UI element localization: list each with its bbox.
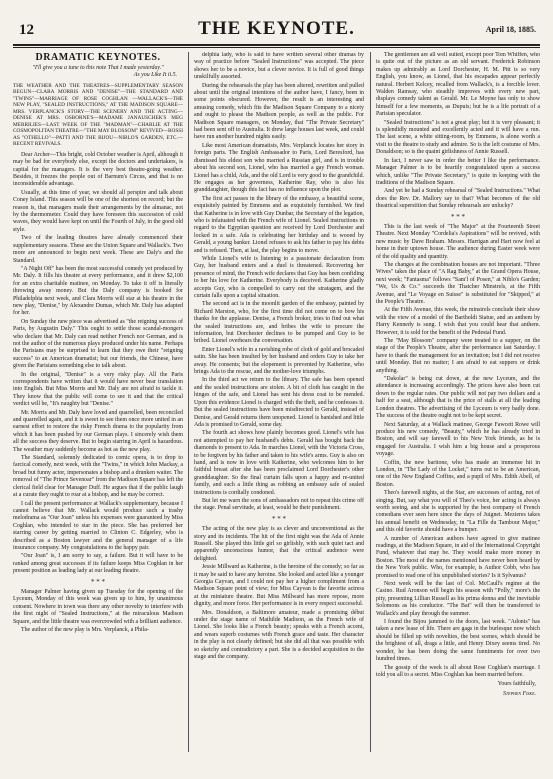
masthead: [13, 20, 540, 44]
paragraph: The second act is in the moonlit garden of the embassy, painted by Richard Marston, who, for the first time did not come on to bow his thanks for the applause. Denise, a French broker, tries to find out what the sealed instructions are, and bribes the wife to procure the information, but Dorchester declines to be pumped and Guy to be bribed. Lionel overhears the conversation.: [194, 301, 364, 345]
column-3: [376, 52, 540, 752]
column-divider: [188, 52, 189, 752]
paragraph: Theo's farewell nights, at the Star, are successes of acting, not of singing. But, say what you will of Theo's voice, her acting is always worth seeing, and she is supported by the best company of French comedians ever seen here since the days of Juignet. Mezieres takes his annual benefit on Wednesday, in "La Fille du Tambour Major," and this old favorite should have a bumper.: [376, 490, 540, 534]
column-divider: [370, 52, 371, 752]
masthead-rule-thin: [13, 47, 540, 48]
paragraph: I call the present performance at Wallack's supplementary, because I cannot believe that Mr. Wallack would produce such a trashy melodrama as "Our Joan" unless his expenses were guaranteed by Miss Coghlan, who intended to star in the piece. She has preferred her starring career by getting married to Clinton C. Edgerley, who is described as a Boston lawyer and the general manager of a life insurance company. My congratulations to the happy pair.: [13, 500, 183, 551]
paragraph: In the third act we return to the library. The safe has been opened and the sealed instructions are stolen. A bit of cloth has caught in the hinges of the safe, and Lionel has sent his dress coat to be mended. Upon this evidence Lionel is charged with the theft, and he confesses it. But the sealed instructions have been misdirected to Gerald, instead of Denise, and Gerald returns them unopened. Lionel is banished and little Ada is promised to Gerald, some day.: [194, 377, 364, 428]
paragraph: "Dakolar" is being cut down, at the new Lyceum, and the attendance is increasing accordingly. The prices have also been cut down to the regular rates. Our public will not pay two dollars and a half for a seat, although that is the price of stalls at all the leading London theatres. The advertising of the Lyceum is very badly done. The success of the theatre ought not to be kept secret.: [376, 376, 540, 420]
section-separator: * * *: [91, 577, 105, 586]
paragraph: Next Saturday, at a Wallack matinee, George Fawcett Rowe will produce his new comedy, "Beauty," which he has already tried in Boston, and will say farewell to his New York friends, as he is engaged for Australia. I wish him a big house and a prosperous voyage.: [376, 421, 540, 458]
paragraph: The acting of the new play is as clever and unconventional as the story and its incidents. The hit of the first night was the Ada of Annie Russell. She played this little girl so girlishly, with such quiet tact and apparently unconscious humor, that the critical audience were delighted.: [194, 526, 364, 562]
paragraph: The changes at the combination houses are not important. "Three Wives" takes the place of "A Rag Baby," at the Grand Opera House, next week; "Fantasma" follows "Sam'l of Posen," at Niblo's Garden; "We, Us & Co." succeeds the Thatcher Minstrels, at the Fifth Avenue, and "Le Voyage en Suisse" is substituted for "Skipped," at the People's Theatre.: [376, 261, 540, 305]
paragraph: While Lionel's wife is listening to a passionate declaration from Guy, her husband enters and a duel is threatened. Recovering her presence of mind, the French wife declares that Guy has been confiding to her his love for Katherine. Everybody is deceived. Katherine gladly accepts Guy, who is compelled to carry out the stratagem, and the curtain falls upon a capital situation.: [194, 255, 364, 299]
paragraph: The "May Blossom" company were treated to a supper, on the stage of the People's Theatre, after the performance last Saturday. I have to thank the management for an invitation; but I did not receive until Monday. But no matter; I am afraid to eat suppers or drink anything.: [376, 338, 540, 374]
paragraph: During the rehearsals the play has been altered, rewritten and pulled about until the original intentions of the author have, I fancy, been in some points obscured. However, the result is an interesting and amusing comedy, which fits the Madison Square Company to a nicety and ought to please the Madison people, as well as the public. For Madison Square managers, on Monday, that "The Private Secretary" had been sent off to Australia. It drew large houses last week, and could have run another hundred nights easily.: [194, 82, 364, 141]
paragraph: The author of the new play is Mrs. Verplanck, a Phila-: [21, 627, 149, 633]
epigraph-source: As you Like It ii.5.: [133, 72, 177, 79]
section-separator: * * *: [272, 514, 286, 523]
section-separator: * * *: [451, 212, 465, 221]
paragraph: In fact, I never saw in order the better I like the performance. Manager Palmer is to be heartily congratulated upon a success which, unlike "The Private Secretary," is quite in keeping with the traditions of the Madison Square.: [376, 157, 540, 186]
paragraph: The first act passes in the library of the embassy, a beautiful scene, exquisitely painted by Emmens and as exquisitely furnished. We find that Katherine is in love with Guy Dunbar, the Secretary of the legation, who is infatuated with the French wife of Lionel. Sealed instructions in regard to the Egyptian question are received by Lord Dorchester and locked in a safe. Ada is celebrating her birthday and is wooed by Gerald, a young banker. Lionel refuses to ask his father to pay his debts and is refused. Then, at last, the play begins to move.: [194, 195, 364, 254]
paragraph: The gentlemen are all well suited, except poor Tom Whiffen, who is quite out of the picture as an old servant. Frederick Robinson makes up admirably as Lord Dorchester, H. M. Pitt is so very English, you know, as Lionel, that his escapades appear perfectly natural. Herbert Kelcey, recalled from Wallack's, is a forcible lover. Walden Ramsay, who steadily improves with every new part, displays comedy talent as Gerald. Mr. Le Moyne has only to show himself for a few moments, as Dupuis; but he is a life portrait of a Parisian speculator.: [376, 52, 540, 118]
paragraph: "Our Joan" is, I am sorry to say, a failure. But it will have to be ranked among great successes if its failure keeps Miss Coghlan in her present position as leading lady at our leading theatre.: [13, 553, 183, 575]
paragraph: At the Fifth Avenue, this week, the minstrels conclude their show with the view of a model of the Bartholdi Statue, and an anthem by Harry Kennedy is sung. I wish that you could hear that anthem. However, it is sold for the benefit of the Pedestal Fund.: [376, 307, 540, 336]
article-columns: [13, 52, 540, 752]
paragraph: A number of American authors have agreed to give matinee readings, at the Madison Square, in aid of the International Copyright Fund, whatever that may be. They would make more money in Boston. The most of the names mentioned have never been heard by the New York public. Who, for example, is Author Cobb, who has promised to read one of his unpublished stories? Is it Sylvanus?: [376, 535, 540, 579]
paragraph: "A Night Off" has been the most successful comedy yet produced by Mr. Daly. It fills his theatre at every performance, and it drew $2,100 for an extra charitable matinee, on Monday. To take it off is literally throwing away money. But the Daly company is booked for Philadelphia next week, and Clara Morris will star at his theatre in the new play, "Denise," by Alexandre Dumas, which Mr. Daly has adapted for her.: [13, 265, 183, 317]
paragraph: On Sunday the new piece was advertised as "the reigning success of Paris, by Augustin Daly." This ought to settle those scandal-mongers who declare that Mr. Daly can read neither French nor German, and is not the author of the numerous plays produced under his name. Perhaps the Parisians may be surprised to learn that they owe their "reigning success" to an American dramatist; but our friends, the Chinese, have given the Parisians something else to talk about.: [13, 318, 183, 370]
paragraph: The gossip of the week is all about Rose Coghlan's marriage. I told you all to a secret. Miss Coghlan has been married before.: [376, 664, 540, 678]
paragraph: Next week will be the last of Col. McCaull's regime at the Casino. Rud Aronson will begin his season with "Polly," more's the pity, presenting Lillian Russell as his prima donna and the inevitable Solomons as his conductor. "The Bat" will then be transferred to Wallack's and play through the summer.: [376, 581, 540, 617]
paragraph: Mr. Morris and Mr. Daly have loved and quarrelled, been reconciled and quarrelled again, and it is sweet to see them once more united in an earnest effort to restore the risky French drama to the popularity from which it has been pushed by our German plays. I sincerely wish them all the success they deserve. But to begin starring in April is hazardous. The weather may suddenly become as hot as the new play.: [13, 409, 183, 453]
sign-off: Yours faithfully,: [497, 681, 536, 688]
column-2: [194, 52, 364, 752]
paragraph: But let me warn the sons of ambassadors not to repeat this crime off the stage. Penal servitude, at least, would be their punishment.: [194, 497, 364, 512]
column-1: [13, 52, 183, 752]
paragraph: delphia lady, who is said to have written several other dramas by way of practice before "Sealed Instructions" was accepted. The piece shows her to be a novice, but a clever novice. It is full of good things unskilfully assorted.: [194, 52, 364, 81]
paragraph: Mrs. Donaldson, a Baltimore amateur, made a promising début under the stage name of Mathilde Madison, as the French wife of Lionel. She looks like a French beauty; speaks with a French accent, and wears superb costumes with French grace and taste. Her character in the play is not clearly defined; but she did all that was possible with so sketchy and contradictory a part. She is a decided acquisition to the stage and the company.: [194, 609, 364, 661]
paragraph: Dear Archer—This bright, cold October weather is April, although it may be bad for everybody else, except the doctors and undertakers, is capital for the managers. It is the very best theatre-going weather. Besides, it freezes the people out of Barnum's Circus, and that is no inconsiderable advantage.: [13, 151, 183, 188]
paragraph: "Sealed Instructions" is not a great play; but it is very pleasant; it is splendidly mounted and excellently acted and it will have a run. The last scene, a white sitting-room, by Emmens, is alone worth a visit to the theatre to study and admire. So is the left costume of Mrs. Donaldson; so is the quaint girlishness of Annie Russell.: [376, 119, 540, 156]
paragraph: Manager Palmer having given up Tuesday for the opening of the Lyceum, Monday of this week was given up to him, by unanimous consent. Nowhere in town was there any other novelty to interfere with the first night of "Sealed Instructions," at the miraculous Madison Square, and the little theatre was overcrowded with a brilliant audience.: [13, 588, 183, 625]
paragraph: Jessie Millward as Katherine, is the heroine of the comedy; so far as it may be said to have any heroine. She looked and acted like a younger Georgia Cayvan, and I could not pay her a higher compliment from a Madison Square point of view; for Miss Cayvan is the favorite actress at the miniature theatre. But Miss Millward has more repose, more dignity, and more force. Her performance is in every respect successful.: [194, 564, 364, 608]
paragraph: Coffin, the new baritone, who has made an immense hit in London, in "The Lady of the Locket," turns out to be an American, one of the New England Coffins, and a pupil of Mrs. Edith Abell, of Boston.: [376, 459, 540, 488]
paragraph: I found the Bijou jammed to the doors, last week. "Adonis" has taken a new lease of life. There are gags in the burlesque now which should be filled up with novelties, the best scenes, which should be the brightest of all, drags a little, and Henry Dixey seems tired. No wonder, he has been doing the same funniments for over two hundred times.: [376, 619, 540, 663]
article-headline: DRAMATIC KEYNOTES.: [35, 52, 161, 63]
paper-title: THE KEYNOTE.: [198, 18, 355, 39]
paragraph: Usually, at this time of year, we should all perspire and talk about Coney Island. This season will be one of the shortest on record; but the reason is, that managers made their arrangements by the almanac, not by the thermometer. Could they have foreseen this succession of cold waves, they would have kept on until the Fourth of July, in the good old style.: [13, 189, 183, 233]
paragraph: The Standard, solemnly dedicated to comic opera, is to drop to farcical comedy, next week, with the "Twins," in which John Mackay, a broad but funny actor, impersonates a bishop and a drunken waiter. The removal of "The Prince Sevenoar" from the Madison Square has left the clerical field clear for Manager Duff. He argues that if the public laugh at a curate they ought to roar at a bishop, and he may be correct.: [13, 455, 183, 499]
paragraph: The fourth act shows how plainly becomes good. Lionel's wife has not attempted to pay her husband's debts. Gerald has bought back the diamonds to present to Ada. In marches Lionel, with the Victoria Cross, to be forgiven by his father and taken to his wife's arms. Guy is also on hand, and is now in love with Katherine, who welcomes him to her faithful breast after she has been proclaimed Lord Dorchester's other granddaughter. So the final curtain falls upon a happy and re-united family, and such a little thing as robbing an embassy safe of sealed instructions is cordially condoned.: [194, 430, 364, 496]
paragraph: Two of the leading theatres have already commenced their supplementary seasons. These are the Union Square and Wallack's. Two more are announced to begin next week. These are Daly's and the Standard.: [13, 235, 183, 264]
newspaper-page: [0, 20, 553, 779]
signature: Stephen Fiske.: [502, 690, 536, 697]
paragraph: This is the last week of "The Major" at the Fourteenth Street Theatre. Next Monday "Cordelia's Aspirations" will be revived, with new music by Dave Braham. Messrs. Harrigan and Hart now feel at home in their uptown house. The audience during Easter week were of the old quality and quantity.: [376, 223, 540, 260]
paragraph: In the original, "Denise" is a very risky play. All the Paris correspondents have written that it would have never bear translation into English. But Miss Morris and Mr. Daly are not afraid to tackle it. They know that the public will come to see it and that the critical verdict will be, "It's naughty but "Denise.": [13, 371, 183, 408]
paragraph: Enter Lionel's wife in a ravishing robe of cloth of gold and brocaded satin. She has been insulted by her husband and orders Guy to take her away. He consents; but the elopement is prevented by Katherine, who brings Ada to the rescue, and the mother-love triumphs.: [194, 346, 364, 376]
masthead-rule: [13, 44, 540, 46]
page-number: 12: [19, 22, 34, 38]
epigraph: "I'll give you a tune to this note That I made yesterday.": [32, 65, 164, 71]
article-synopsis: THE WEATHER AND THE THEATRES—SUPPLEMENTARY SEASON BEGUN—CLARA MORRIS AND "DENISE"—THE STANDARD AND "TWINS"—MARRIAGE OF ROSE COGHLAN —WALLACK'S—THE NEW PLAY, "SEALED INSTRUCTIONS," AT THE MADISON SQUARE—MRS. VERPLANCK'S STORY—THE SCENERY AND THE ACTING—DENISE AT MRS. OSBORNE'S—MADAME JANAUSCHEK'S MEG MERRILIES—LAST WEEK OF THE "MADMAN"—CHARLIE AT THE COSMOPOLITAN THEATRE—"THE MAY BLOSSOM" REVIVED—ROSSI AS "OTHELLO"—PATTI AND THE BIJOU—NIBLO'S GARDEN, ETC.—RECENT REVIVALS.: [13, 82, 183, 148]
paragraph: Like most American dramatists, Mrs. Verplanck locates her story in foreign parts. The English Ambassador to Paris, Lord Beresford, has dismissed his eldest son who married a Russian girl, and is in trouble about his second son, Lionel, who has married a gay French woman. Lionel has a child, Ada, and the old Lord is very good to the grandchild. He engages as her governess, Katherine Ray, who is also his granddaughter, though this fact has no influence upon the plot.: [194, 142, 364, 194]
paragraph: And yet he had a Sunday rehearsal of "Sealed Instructions." What does the Rev. Dr. Mallory say to that? What becomes of the old theatrical superstition that Sunday rehearsals are unlucky?: [376, 188, 540, 210]
issue-date: April 18, 1885.: [485, 25, 536, 34]
